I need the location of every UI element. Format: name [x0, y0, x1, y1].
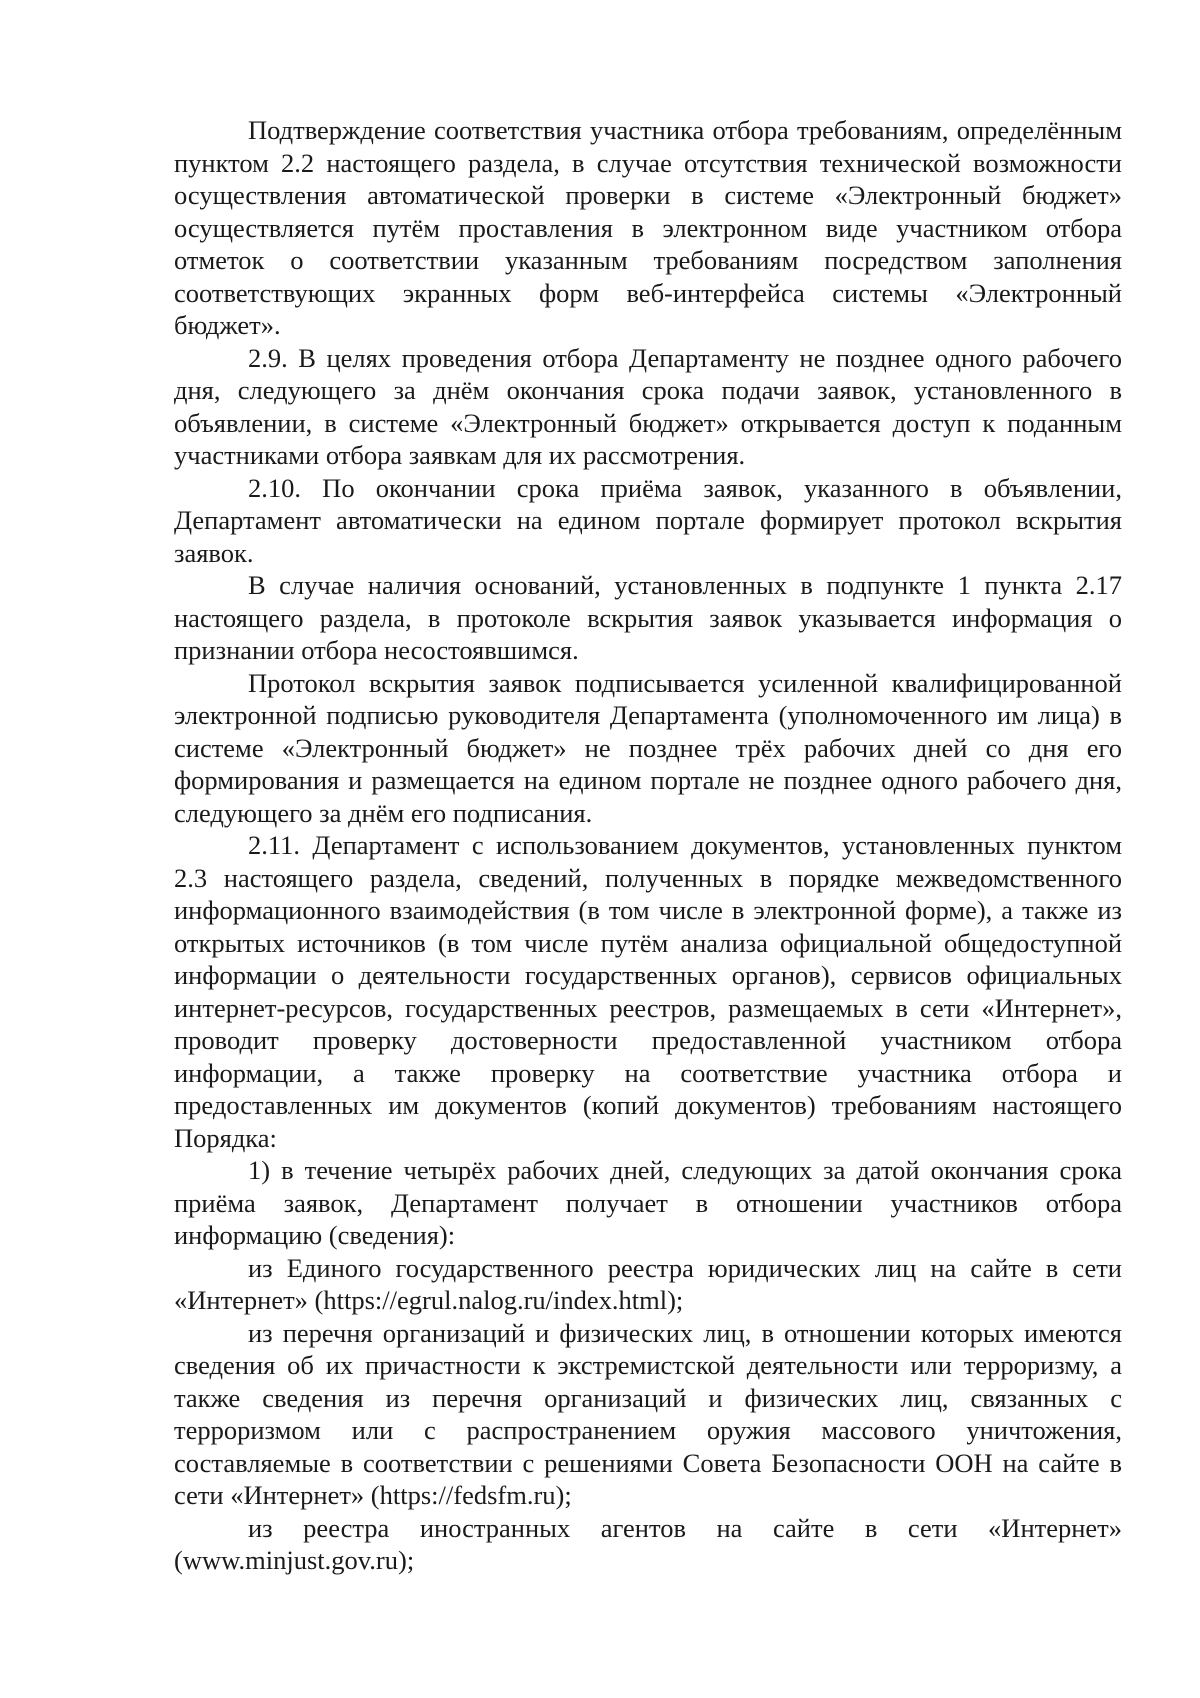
- paragraph-terrorism-list-source: из перечня организаций и физических лиц, в отношении которых имеются сведения об их причастности к экстремистской деятельности или терроризму, а также сведения из перечня организаций и физических лиц, связанных с терроризмом или с распространением оружия массового уничтожения, составляемые в соответствии с решениями Совета Безопасности ООН на сайте в сети «Интернет» (https://fedsfm.ru);: [174, 1317, 1122, 1510]
- paragraph-2-9: 2.9. В целях проведения отбора Департаменту не позднее одного рабочего дня, следующего за днём окончания срока подачи заявок, установленного в объявлении, в системе «Электронный бюджет» открывается доступ к поданным участниками отбора заявкам для их рассмотрения.: [174, 342, 1122, 470]
- paragraph-grounds-unsuccessful: В случае наличия оснований, установленных в подпункте 1 пункта 2.17 настоящего раздела, в протоколе вскрытия заявок указывается информация о признании отбора несостоявшимся.: [174, 570, 1122, 665]
- paragraph-2-10: 2.10. По окончании срока приёма заявок, указанного в объявлении, Департамент автоматически на едином портале формирует протокол вскрытия заявок.: [174, 472, 1122, 568]
- paragraph-2-11: 2.11. Департамент с использованием документов, установленных пунктом 2.3 настоящего раздела, сведений, полученных в порядке межведомственного информационного взаимодействия (в том числе в электронной форме), а также из открытых источников (в том числе путём анализа официальной общедоступной информации о деятельности государственных органов), сервисов официальных интернет-ресурсов, государственных реестров, размещаемых в сети «Интернет», проводит проверку достоверности предоставленной участником отбора информации, а также проверку на соответствие участника отбора и предоставленных им документов (копий документов) требованиям настоящего Порядка:: [174, 830, 1122, 1153]
- paragraph-subitem-1: 1) в течение четырёх рабочих дней, следующих за датой окончания срока приёма заявок, Департамент получает в отношении участников отбора информацию (сведения):: [174, 1155, 1122, 1250]
- paragraph-requirements-confirmation: Подтверждение соответствия участника отбора требованиям, определённым пунктом 2.2 настоящего раздела, в случае отсутствия технической возможности осуществления автоматической проверки в системе «Электронный бюджет» осуществляется путём проставления в электронном виде участником отбора отметок о соответствии указанным требованиям посредством заполнения соответствующих экранных форм веб-интерфейса системы «Электронный бюджет».: [174, 115, 1122, 340]
- document-body: [174, 114, 1122, 1577]
- paragraph-protocol-signing: Протокол вскрытия заявок подписывается усиленной квалифицированной электронной подписью руководителя Департамента (уполномоченного им лица) в системе «Электронный бюджет» не позднее трёх рабочих дней со дня его формирования и размещается на едином портале не позднее одного рабочего дня, следующего за днём его подписания.: [174, 667, 1122, 828]
- paragraph-egrul-source: из Единого государственного реестра юридических лиц на сайте в сети «Интернет» (https://egrul.nalog.ru/index.html);: [174, 1252, 1122, 1315]
- paragraph-foreign-agents-source: из реестра иностранных агентов на сайте в сети «Интернет» (www.minjust.gov.ru);: [174, 1512, 1122, 1575]
